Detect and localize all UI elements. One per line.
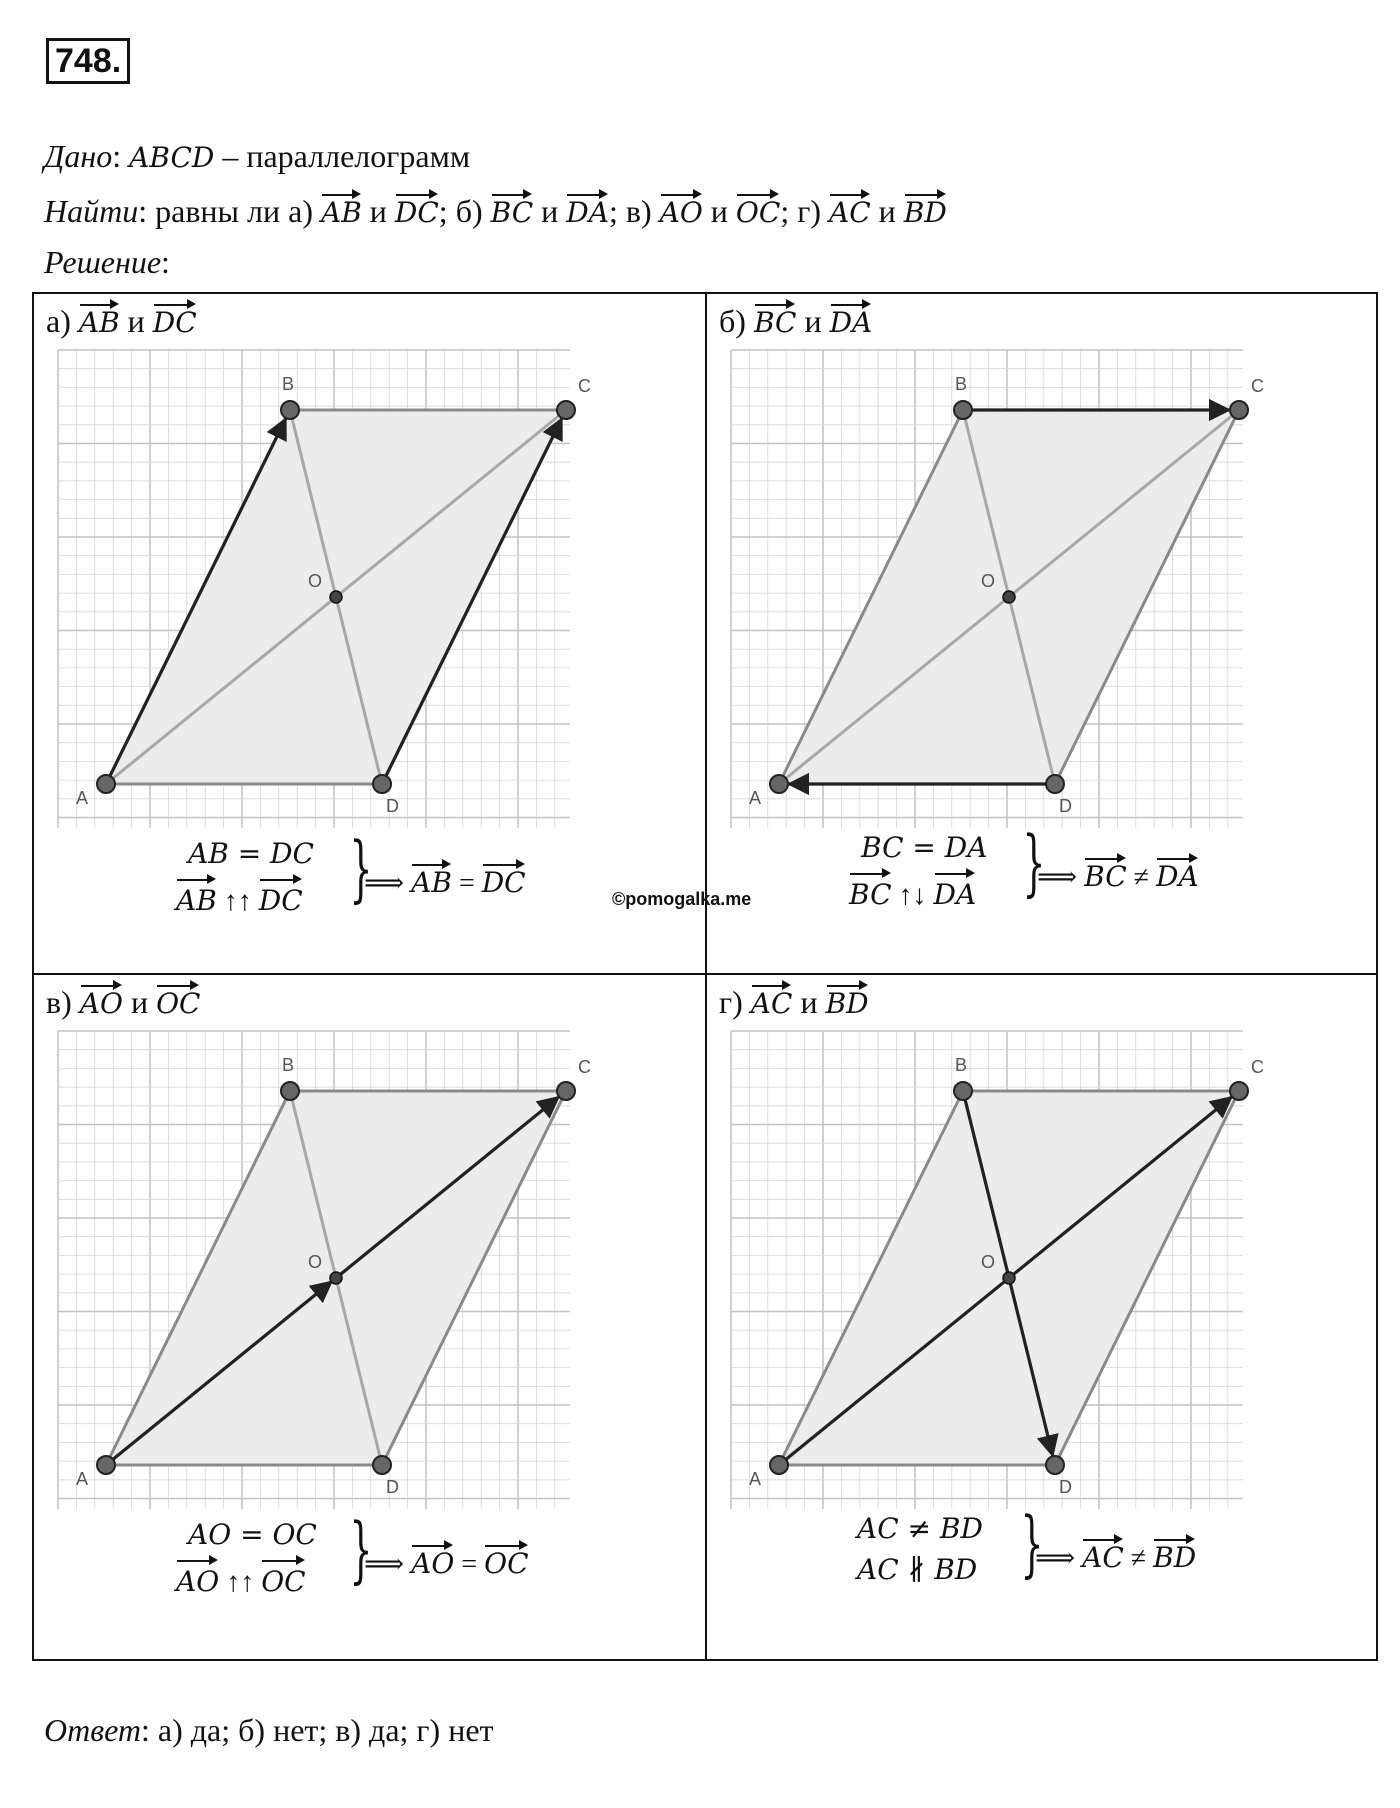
label-c: C (578, 1057, 591, 1077)
label-c: C (1251, 376, 1264, 396)
cell-b (707, 294, 1378, 973)
point-a (97, 775, 115, 793)
label-o: O (308, 571, 323, 591)
point-b (954, 401, 972, 419)
cell-c (34, 975, 705, 1661)
formula-b: BC = DA BC ↑↓ DA (849, 828, 987, 916)
point-a (97, 1456, 115, 1474)
result-a: ⟹ AB = DC (364, 860, 526, 900)
point-b (281, 401, 299, 419)
brace-a: } (349, 826, 373, 910)
cell-c-title: в) AO и OC (46, 981, 200, 1021)
point-d (373, 1456, 391, 1474)
label-a: A (749, 1469, 762, 1489)
brace-d: } (1020, 1501, 1044, 1585)
label-d: D (386, 796, 399, 816)
parallelogram-figure-c (50, 1025, 591, 1515)
problem-number: 748. (46, 38, 130, 84)
watermark: ©pomogalka.me (612, 889, 752, 909)
point-d (373, 775, 391, 793)
point-c (1230, 401, 1248, 419)
cell-d-title: г) AC и BD (719, 981, 869, 1021)
point-c (557, 401, 575, 419)
label-b: B (955, 1055, 968, 1075)
point-a (770, 775, 788, 793)
solution-table (32, 292, 1378, 1661)
label-c: C (578, 376, 591, 396)
solution-label: Решение: (44, 244, 170, 280)
cell-a-title: а) AB и DC (46, 300, 197, 340)
formula-a: AB = DC AB ↑↑ DC (176, 834, 314, 922)
label-a: A (76, 1469, 89, 1489)
label-d: D (1059, 796, 1072, 816)
cell-a (34, 294, 705, 973)
label-d: D (1059, 1477, 1072, 1497)
point-b (281, 1082, 299, 1100)
formula-c: AO = OC AO ↑↑ OC (176, 1515, 317, 1603)
point-d (1046, 1456, 1064, 1474)
parallelogram-figure-a (50, 344, 591, 834)
label-o: O (981, 571, 996, 591)
given-line: Дано: ABCD – параллелограмм (44, 138, 471, 174)
point-o (330, 1272, 342, 1284)
point-o (330, 591, 342, 603)
cell-d (707, 975, 1378, 1661)
cell-b-title: б) BC и DA (719, 300, 872, 340)
label-b: B (955, 374, 968, 394)
label-c: C (1251, 1057, 1264, 1077)
answer-line: Ответ: а) да; б) нет; в) да; г) нет (44, 1712, 494, 1748)
result-c: ⟹ AO = OC (364, 1541, 529, 1581)
point-d (1046, 775, 1064, 793)
label-o: O (981, 1252, 996, 1272)
point-o (1003, 591, 1015, 603)
label-a: A (76, 788, 89, 808)
brace-b: } (1022, 820, 1046, 904)
result-b: ⟹ BC ≠ DA (1037, 854, 1199, 894)
formula-d: AC ≠ BD AC ∦ BD (857, 1512, 983, 1586)
label-d: D (386, 1477, 399, 1497)
label-o: O (308, 1252, 323, 1272)
label-b: B (282, 1055, 295, 1075)
label-a: A (749, 788, 762, 808)
find-line: Найти: равны ли а) AB и DC; б) BC и DA; в) AO и OC; г) AC и BD (44, 190, 947, 230)
point-a (770, 1456, 788, 1474)
brace-c: } (349, 1507, 373, 1591)
label-b: B (282, 374, 295, 394)
point-c (557, 1082, 575, 1100)
point-c (1230, 1082, 1248, 1100)
parallelogram-figure-d (723, 1025, 1264, 1515)
point-o (1003, 1272, 1015, 1284)
point-b (954, 1082, 972, 1100)
result-d: ⟹ AC ≠ BD (1035, 1535, 1196, 1575)
parallelogram-figure-b (723, 344, 1264, 834)
